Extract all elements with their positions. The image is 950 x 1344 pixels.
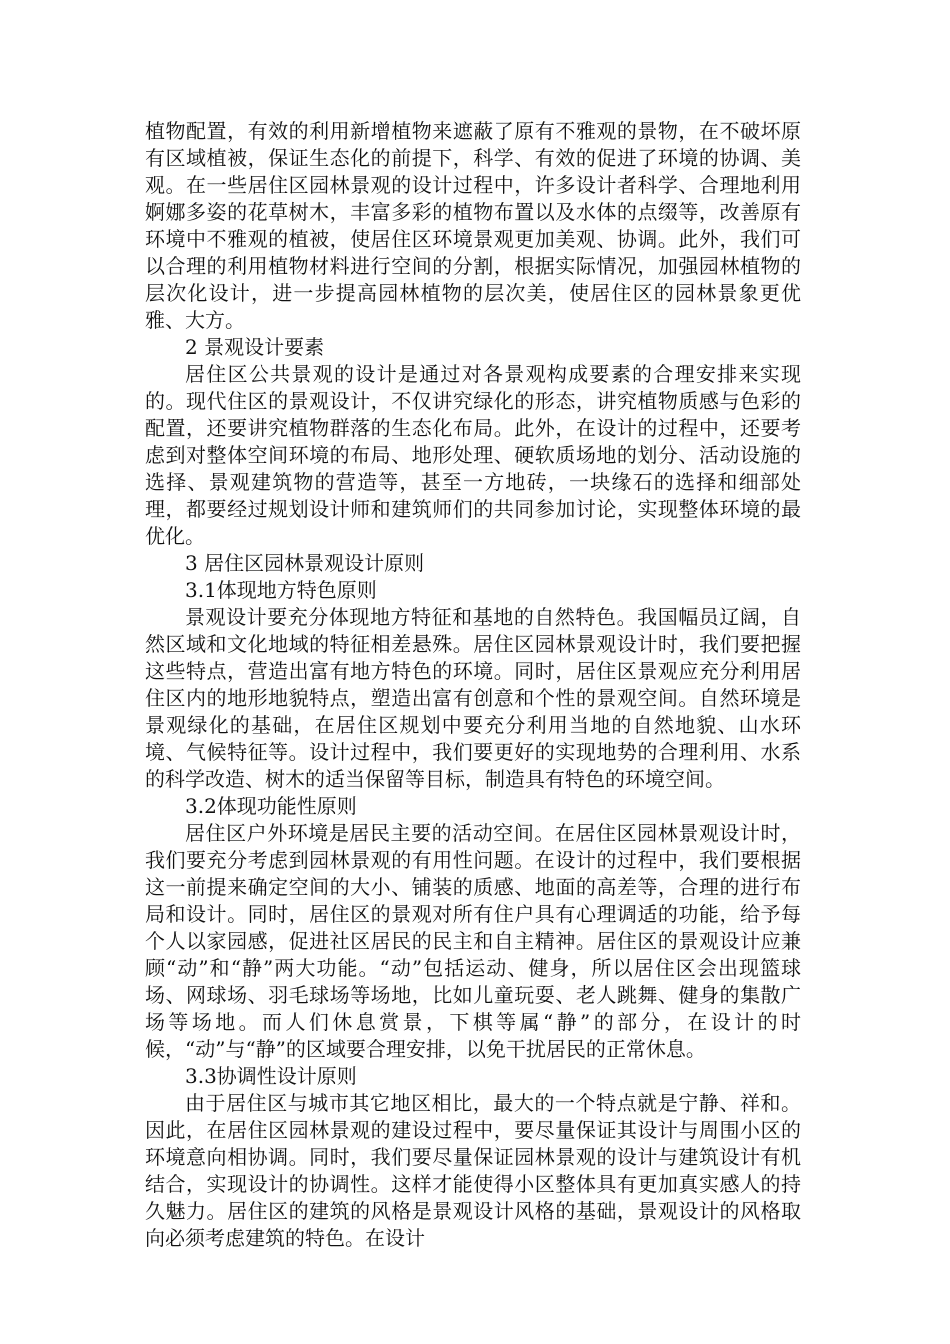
document-page — [145, 118, 801, 1252]
paragraph-functionality: 居住区户外环境是居民主要的活动空间。在居住区园林景观设计时，我们要充分考虑到园林景观的有用性问题。在设计的过程中，我们要根据这一前提来确定空间的大小、铺装的质感、地面的高差等，合理的进行布局和设计。同时，居住区的景观对所有住户具有心理调适的功能，给予每个人以家园感，促进社区居民的民主和自主精神。居住区的景观设计应兼顾“动”和“静”两大功能。“动”包括运动、健身，所以居住区会出现篮球场、网球场、羽毛球场等场地，比如儿童玩耍、老人跳舞、健身的集散广场等场地。而人们休息赏景，下棋等属“静”的部分，在设计的时候，“动”与“静”的区域要合理安排，以免干扰居民的正常休息。 — [145, 821, 801, 1061]
heading-functionality: 3.2体现功能性原则 — [185, 794, 357, 818]
heading-design-principles: 3 居住区园林景观设计原则 — [185, 551, 425, 575]
heading-local-character: 3.1体现地方特色原则 — [185, 578, 377, 602]
paragraph-plant-arrangement: 植物配置，有效的利用新增植物来遮蔽了原有不雅观的景物，在不破坏原有区域植被，保证生态化的前提下，科学、有效的促进了环境的协调、美观。在一些居住区园林景观的设计过程中，许多设计者科学、合理地利用婀娜多姿的花草树木，丰富多彩的植物布置以及水体的点缀等，改善原有环境中不雅观的植被，使居住区环境景观更加美观、协调。此外，我们可以合理的利用植物材料进行空间的分割，根据实际情况，加强园林植物的层次化设计，进一步提高园林植物的层次美，使居住区的园林景象更优雅、大方。 — [145, 119, 801, 332]
paragraph-coordination: 由于居住区与城市其它地区相比，最大的一个特点就是宁静、祥和。因此，在居住区园林景观的建设过程中，要尽量保证其设计与周围小区的环境意向相协调。同时，我们要尽量保证园林景观的设计与建筑设计有机结合，实现设计的协调性。这样才能使得小区整体具有更加真实感人的持久魅力。居住区的建筑的风格是景观设计风格的基础，景观设计的风格取向必须考虑建筑的特色。在设计 — [145, 1091, 801, 1250]
heading-coordination: 3.3协调性设计原则 — [185, 1064, 357, 1088]
heading-landscape-elements: 2 景观设计要素 — [185, 335, 325, 359]
paragraph-landscape-elements: 居住区公共景观的设计是通过对各景观构成要素的合理安排来实现的。现代住区的景观设计，不仅讲究绿化的形态，讲究植物质感与色彩的配置，还要讲究植物群落的生态化布局。此外，在设计的过程中，还要考虑到对整体空间环境的布局、地形处理、硬软质场地的划分、活动设施的选择、景观建筑物的营造等，甚至一方地砖，一块缘石的选择和细部处理，都要经过规划设计师和建筑师们的共同参加讨论，实现整体环境的最优化。 — [145, 362, 801, 548]
paragraph-local-character: 景观设计要充分体现地方特征和基地的自然特色。我国幅员辽阔，自然区域和文化地域的特征相差悬殊。居住区园林景观设计时，我们要把握这些特点，营造出富有地方特色的环境。同时，居住区景观应充分利用居住区内的地形地貌特点，塑造出富有创意和个性的景观空间。自然环境是景观绿化的基础，在居住区规划中要充分利用当地的自然地貌、山水环境、气候特征等。设计过程中，我们要更好的实现地势的合理利用、水系的科学改造、树木的适当保留等目标，制造具有特色的环境空间。 — [145, 605, 801, 791]
